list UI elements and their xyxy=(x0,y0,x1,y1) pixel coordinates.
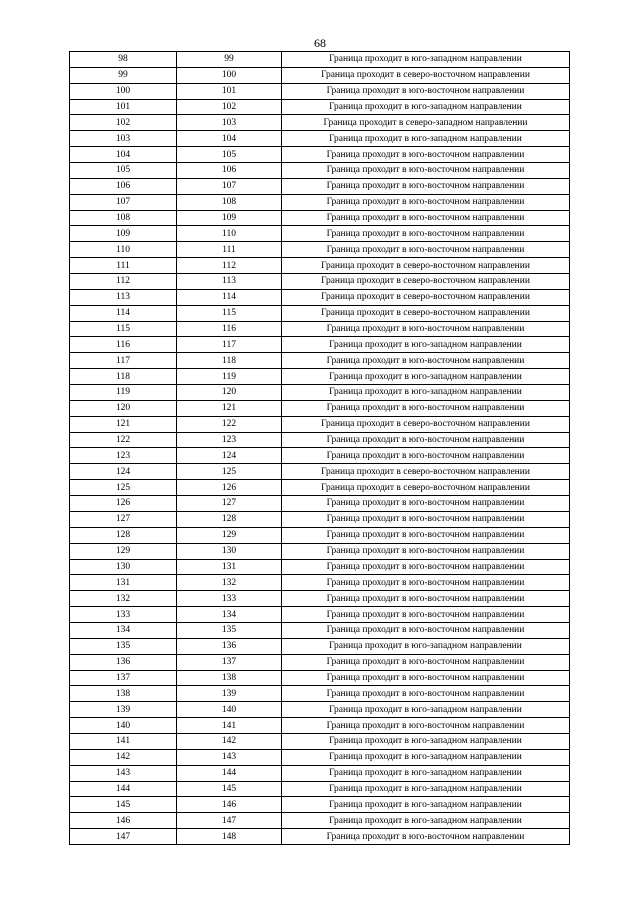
point-from-cell: 100 xyxy=(70,83,177,99)
direction-cell: Граница проходит в юго-восточном направлении xyxy=(282,353,570,369)
point-to-cell: 146 xyxy=(177,797,282,813)
direction-cell: Граница проходит в юго-восточном направлении xyxy=(282,654,570,670)
point-to-cell: 106 xyxy=(177,163,282,179)
point-to-cell: 101 xyxy=(177,83,282,99)
table-row xyxy=(70,321,570,337)
table-row xyxy=(70,591,570,607)
direction-cell: Граница проходит в юго-восточном направлении xyxy=(282,607,570,623)
direction-cell: Граница проходит в северо-восточном направлении xyxy=(282,274,570,290)
point-from-cell: 103 xyxy=(70,131,177,147)
point-to-cell: 107 xyxy=(177,178,282,194)
point-from-cell: 145 xyxy=(70,797,177,813)
point-to-cell: 130 xyxy=(177,543,282,559)
point-from-cell: 128 xyxy=(70,527,177,543)
point-from-cell: 123 xyxy=(70,448,177,464)
table-row xyxy=(70,274,570,290)
direction-cell: Граница проходит в юго-западном направлении xyxy=(282,813,570,829)
point-to-cell: 129 xyxy=(177,527,282,543)
table-row xyxy=(70,829,570,845)
point-from-cell: 118 xyxy=(70,369,177,385)
table-row xyxy=(70,353,570,369)
point-from-cell: 109 xyxy=(70,226,177,242)
table-row xyxy=(70,400,570,416)
table-row xyxy=(70,210,570,226)
point-from-cell: 125 xyxy=(70,480,177,496)
table-row xyxy=(70,416,570,432)
direction-cell: Граница проходит в юго-восточном направлении xyxy=(282,321,570,337)
table-row xyxy=(70,654,570,670)
table-row xyxy=(70,813,570,829)
point-to-cell: 100 xyxy=(177,67,282,83)
table-row xyxy=(70,385,570,401)
direction-cell: Граница проходит в северо-восточном направлении xyxy=(282,464,570,480)
table-row xyxy=(70,337,570,353)
point-from-cell: 108 xyxy=(70,210,177,226)
point-from-cell: 126 xyxy=(70,496,177,512)
table-row xyxy=(70,686,570,702)
point-to-cell: 109 xyxy=(177,210,282,226)
point-from-cell: 141 xyxy=(70,733,177,749)
point-to-cell: 132 xyxy=(177,575,282,591)
point-to-cell: 133 xyxy=(177,591,282,607)
point-to-cell: 134 xyxy=(177,607,282,623)
point-to-cell: 124 xyxy=(177,448,282,464)
direction-cell: Граница проходит в юго-восточном направлении xyxy=(282,448,570,464)
point-from-cell: 121 xyxy=(70,416,177,432)
table-row xyxy=(70,448,570,464)
point-from-cell: 99 xyxy=(70,67,177,83)
point-to-cell: 143 xyxy=(177,749,282,765)
direction-cell: Граница проходит в юго-восточном направлении xyxy=(282,575,570,591)
table-row xyxy=(70,178,570,194)
direction-cell: Граница проходит в юго-восточном направлении xyxy=(282,83,570,99)
table-row xyxy=(70,147,570,163)
point-from-cell: 127 xyxy=(70,511,177,527)
direction-cell: Граница проходит в северо-западном направлении xyxy=(282,115,570,131)
point-to-cell: 139 xyxy=(177,686,282,702)
table-row xyxy=(70,432,570,448)
point-from-cell: 129 xyxy=(70,543,177,559)
direction-cell: Граница проходит в юго-западном направлении xyxy=(282,797,570,813)
point-to-cell: 128 xyxy=(177,511,282,527)
point-to-cell: 102 xyxy=(177,99,282,115)
point-to-cell: 111 xyxy=(177,242,282,258)
direction-cell: Граница проходит в юго-восточном направлении xyxy=(282,511,570,527)
point-to-cell: 140 xyxy=(177,702,282,718)
point-to-cell: 142 xyxy=(177,733,282,749)
point-from-cell: 104 xyxy=(70,147,177,163)
table-row xyxy=(70,622,570,638)
point-from-cell: 102 xyxy=(70,115,177,131)
direction-cell: Граница проходит в юго-западном направлении xyxy=(282,749,570,765)
point-from-cell: 120 xyxy=(70,400,177,416)
table-row xyxy=(70,83,570,99)
table-row xyxy=(70,305,570,321)
point-to-cell: 145 xyxy=(177,781,282,797)
direction-cell: Граница проходит в юго-восточном направлении xyxy=(282,194,570,210)
direction-cell: Граница проходит в юго-восточном направлении xyxy=(282,829,570,845)
direction-cell: Граница проходит в северо-восточном направлении xyxy=(282,416,570,432)
direction-cell: Граница проходит в юго-восточном направлении xyxy=(282,670,570,686)
point-to-cell: 122 xyxy=(177,416,282,432)
table-row xyxy=(70,496,570,512)
table-row xyxy=(70,607,570,623)
point-from-cell: 114 xyxy=(70,305,177,321)
table-row xyxy=(70,702,570,718)
table-row xyxy=(70,511,570,527)
direction-cell: Граница проходит в юго-западном направлении xyxy=(282,781,570,797)
table-row xyxy=(70,289,570,305)
point-to-cell: 127 xyxy=(177,496,282,512)
point-to-cell: 138 xyxy=(177,670,282,686)
page-number: 68 xyxy=(314,36,326,50)
point-to-cell: 135 xyxy=(177,622,282,638)
point-from-cell: 143 xyxy=(70,765,177,781)
direction-cell: Граница проходит в юго-восточном направлении xyxy=(282,210,570,226)
point-from-cell: 146 xyxy=(70,813,177,829)
point-to-cell: 148 xyxy=(177,829,282,845)
point-from-cell: 142 xyxy=(70,749,177,765)
table-row xyxy=(70,52,570,68)
table-row xyxy=(70,781,570,797)
direction-cell: Граница проходит в юго-восточном направлении xyxy=(282,718,570,734)
point-to-cell: 110 xyxy=(177,226,282,242)
direction-cell: Граница проходит в северо-восточном направлении xyxy=(282,67,570,83)
point-from-cell: 115 xyxy=(70,321,177,337)
direction-cell: Граница проходит в юго-восточном направлении xyxy=(282,178,570,194)
direction-cell: Граница проходит в юго-восточном направлении xyxy=(282,432,570,448)
table-row xyxy=(70,464,570,480)
direction-cell: Граница проходит в юго-западном направлении xyxy=(282,369,570,385)
direction-cell: Граница проходит в юго-восточном направлении xyxy=(282,686,570,702)
direction-cell: Граница проходит в юго-восточном направлении xyxy=(282,622,570,638)
table-row xyxy=(70,369,570,385)
table-row xyxy=(70,575,570,591)
direction-cell: Граница проходит в юго-западном направлении xyxy=(282,702,570,718)
point-to-cell: 137 xyxy=(177,654,282,670)
table-row xyxy=(70,797,570,813)
table-row xyxy=(70,765,570,781)
point-from-cell: 131 xyxy=(70,575,177,591)
direction-cell: Граница проходит в юго-западном направлении xyxy=(282,52,570,68)
direction-cell: Граница проходит в юго-западном направлении xyxy=(282,733,570,749)
table-row xyxy=(70,559,570,575)
table-row xyxy=(70,226,570,242)
direction-cell: Граница проходит в юго-западном направлении xyxy=(282,99,570,115)
point-from-cell: 112 xyxy=(70,274,177,290)
table-row xyxy=(70,543,570,559)
point-to-cell: 121 xyxy=(177,400,282,416)
point-to-cell: 99 xyxy=(177,52,282,68)
point-to-cell: 147 xyxy=(177,813,282,829)
point-from-cell: 122 xyxy=(70,432,177,448)
point-from-cell: 116 xyxy=(70,337,177,353)
direction-cell: Граница проходит в юго-восточном направлении xyxy=(282,147,570,163)
point-from-cell: 132 xyxy=(70,591,177,607)
point-to-cell: 144 xyxy=(177,765,282,781)
point-from-cell: 105 xyxy=(70,163,177,179)
table-row xyxy=(70,718,570,734)
table-row xyxy=(70,480,570,496)
point-from-cell: 113 xyxy=(70,289,177,305)
table-row xyxy=(70,99,570,115)
direction-cell: Граница проходит в юго-западном направлении xyxy=(282,638,570,654)
point-to-cell: 115 xyxy=(177,305,282,321)
point-to-cell: 103 xyxy=(177,115,282,131)
table-body xyxy=(70,52,570,845)
point-from-cell: 135 xyxy=(70,638,177,654)
table-row xyxy=(70,115,570,131)
direction-cell: Граница проходит в юго-восточном направлении xyxy=(282,559,570,575)
direction-cell: Граница проходит в северо-восточном направлении xyxy=(282,258,570,274)
direction-cell: Граница проходит в юго-западном направлении xyxy=(282,131,570,147)
direction-cell: Граница проходит в юго-восточном направлении xyxy=(282,527,570,543)
point-to-cell: 141 xyxy=(177,718,282,734)
point-from-cell: 144 xyxy=(70,781,177,797)
direction-cell: Граница проходит в северо-восточном направлении xyxy=(282,480,570,496)
table-row xyxy=(70,749,570,765)
point-from-cell: 139 xyxy=(70,702,177,718)
point-from-cell: 111 xyxy=(70,258,177,274)
point-to-cell: 108 xyxy=(177,194,282,210)
point-to-cell: 131 xyxy=(177,559,282,575)
direction-cell: Граница проходит в юго-восточном направлении xyxy=(282,242,570,258)
table-row xyxy=(70,527,570,543)
point-to-cell: 123 xyxy=(177,432,282,448)
point-to-cell: 104 xyxy=(177,131,282,147)
table-row xyxy=(70,258,570,274)
point-to-cell: 112 xyxy=(177,258,282,274)
direction-cell: Граница проходит в северо-восточном направлении xyxy=(282,305,570,321)
table-row xyxy=(70,242,570,258)
point-to-cell: 105 xyxy=(177,147,282,163)
table-row xyxy=(70,638,570,654)
point-from-cell: 98 xyxy=(70,52,177,68)
point-from-cell: 147 xyxy=(70,829,177,845)
point-from-cell: 134 xyxy=(70,622,177,638)
point-from-cell: 133 xyxy=(70,607,177,623)
point-to-cell: 126 xyxy=(177,480,282,496)
direction-cell: Граница проходит в юго-западном направлении xyxy=(282,765,570,781)
table-row xyxy=(70,67,570,83)
boundary-table xyxy=(69,51,570,845)
point-from-cell: 119 xyxy=(70,385,177,401)
direction-cell: Граница проходит в юго-западном направлении xyxy=(282,337,570,353)
direction-cell: Граница проходит в юго-восточном направлении xyxy=(282,163,570,179)
point-from-cell: 130 xyxy=(70,559,177,575)
point-to-cell: 118 xyxy=(177,353,282,369)
point-to-cell: 136 xyxy=(177,638,282,654)
point-to-cell: 125 xyxy=(177,464,282,480)
direction-cell: Граница проходит в северо-восточном направлении xyxy=(282,289,570,305)
table-row xyxy=(70,733,570,749)
point-to-cell: 117 xyxy=(177,337,282,353)
table-row xyxy=(70,163,570,179)
point-to-cell: 116 xyxy=(177,321,282,337)
point-from-cell: 136 xyxy=(70,654,177,670)
direction-cell: Граница проходит в юго-восточном направлении xyxy=(282,543,570,559)
direction-cell: Граница проходит в юго-западном направлении xyxy=(282,385,570,401)
point-to-cell: 114 xyxy=(177,289,282,305)
point-from-cell: 137 xyxy=(70,670,177,686)
point-from-cell: 124 xyxy=(70,464,177,480)
point-from-cell: 138 xyxy=(70,686,177,702)
point-from-cell: 101 xyxy=(70,99,177,115)
table-row xyxy=(70,131,570,147)
point-from-cell: 110 xyxy=(70,242,177,258)
direction-cell: Граница проходит в юго-восточном направлении xyxy=(282,496,570,512)
direction-cell: Граница проходит в юго-восточном направлении xyxy=(282,226,570,242)
table-row xyxy=(70,194,570,210)
point-from-cell: 117 xyxy=(70,353,177,369)
table-row xyxy=(70,670,570,686)
point-from-cell: 140 xyxy=(70,718,177,734)
point-from-cell: 106 xyxy=(70,178,177,194)
point-to-cell: 113 xyxy=(177,274,282,290)
point-from-cell: 107 xyxy=(70,194,177,210)
direction-cell: Граница проходит в юго-восточном направлении xyxy=(282,400,570,416)
point-to-cell: 119 xyxy=(177,369,282,385)
direction-cell: Граница проходит в юго-восточном направлении xyxy=(282,591,570,607)
point-to-cell: 120 xyxy=(177,385,282,401)
